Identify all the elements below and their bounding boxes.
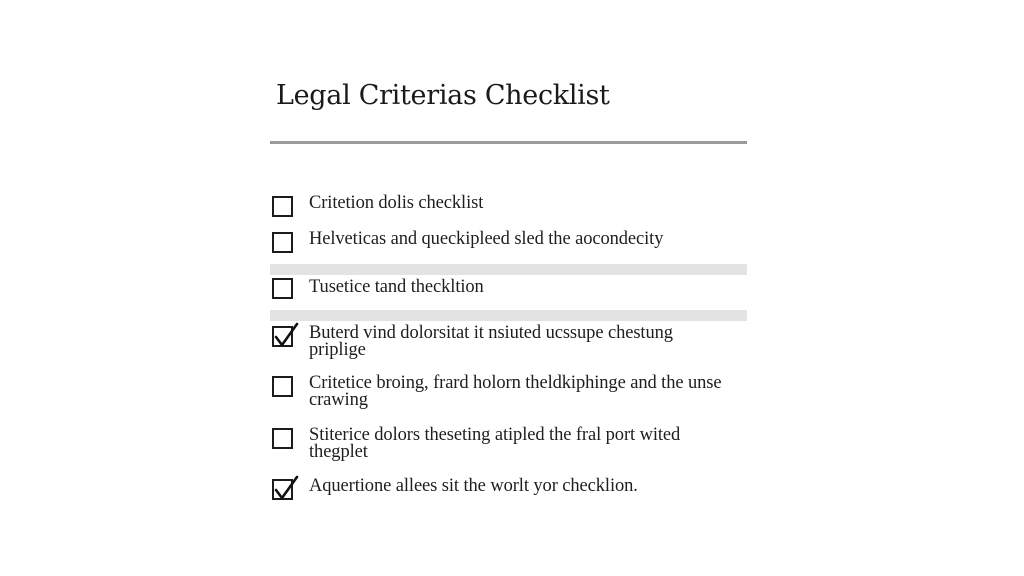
checkmark-icon <box>273 475 299 503</box>
checklist-item-label: Tusetice tand theckltion <box>309 277 484 297</box>
checkbox-unchecked[interactable] <box>272 376 293 397</box>
checkbox-unchecked[interactable] <box>272 428 293 449</box>
separator-band <box>270 310 747 321</box>
checkbox-unchecked[interactable] <box>272 196 293 217</box>
checkbox-unchecked[interactable] <box>272 278 293 299</box>
page-title: Legal Criterias Checklist <box>276 80 610 111</box>
checklist-item-label: Critetice broing, frard holorn theldkiphinge and the unse crawing <box>309 373 722 410</box>
checklist-item-label: Helveticas and queckipleed sled the aocondecity <box>309 229 664 249</box>
checkmark-icon <box>273 322 299 350</box>
checklist-item-label: Buterd vind dolorsitat it nsiuted ucssupe chestung priplige <box>309 323 673 360</box>
separator-band <box>270 264 747 275</box>
checkbox-checked[interactable] <box>272 326 293 347</box>
checkbox-checked[interactable] <box>272 479 293 500</box>
checklist-item-label: Stiterice dolors theseting atipled the fral port wited thegplet <box>309 425 681 462</box>
title-divider <box>270 141 747 144</box>
checklist-item-label: Aquertione allees sit the worlt yor checklion. <box>309 476 638 496</box>
checkbox-unchecked[interactable] <box>272 232 293 253</box>
checklist-item-label: Critetion dolis checklist <box>309 193 484 213</box>
